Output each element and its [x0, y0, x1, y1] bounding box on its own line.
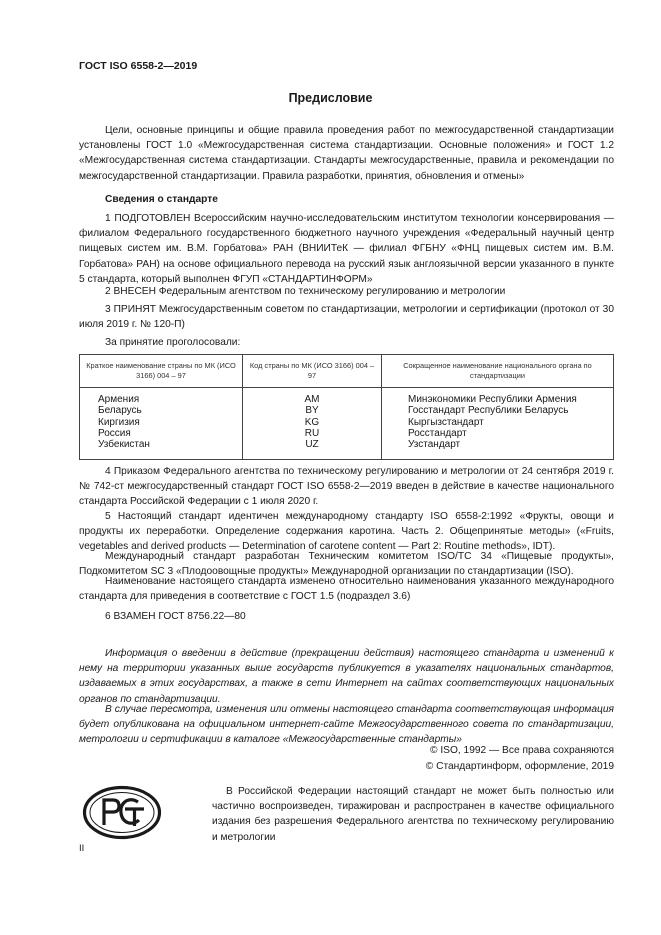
- code-cell: BY: [305, 405, 319, 417]
- rst-certification-logo: [82, 785, 162, 840]
- document-code-header: ГОСТ ISO 6558-2—2019: [79, 60, 198, 72]
- code-cell: KG: [304, 416, 320, 428]
- code-column: [243, 388, 382, 460]
- standartinform-copyright: © Стандартинформ, оформление, 2019: [425, 761, 614, 772]
- standard-info-heading: Сведения о стандарте: [105, 194, 218, 205]
- country-cell: Узбекистан: [98, 439, 150, 451]
- code-cell: RU: [304, 427, 320, 439]
- iso-copyright: © ISO, 1992 — Все права сохраняются: [430, 745, 614, 756]
- item-5-text: 5 Настоящий стандарт идентичен международному стандарту ISO 6558-2:1992 «Фрукты, овощи и продукты их переработки. Определение содержания каротина. Часть 2. Общепринятые методы» («Fruits, vegetables and derived products — Determination of carotene content — Part 2: Routine methods», IDT).: [79, 511, 614, 553]
- item-2-paragraph: [79, 284, 614, 299]
- item-2-text: 2 ВНЕСЕН Федеральным агентством по техническому регулированию и метрологии: [105, 286, 506, 297]
- info-paragraph-2: [79, 702, 614, 748]
- reproduction-notice: [212, 784, 614, 845]
- country-cell: Киргизия: [98, 416, 140, 428]
- country-cell: Россия: [98, 427, 131, 439]
- item-4-text: 4 Приказом Федерального агентства по техническому регулированию и метрологии от 24 сентября 2019 г. № 742-ст межгосударственный стандарт ГОСТ ISO 6558-2—2019 введен в действие в качестве национального стандарта Российской Федерации с 1 июля 2020 г.: [79, 466, 614, 508]
- page-number: II: [79, 843, 85, 854]
- header-country-name: Краткое наименование страны по МК (ИСО 3166) 004 – 97: [80, 355, 243, 388]
- code-cell: UZ: [305, 439, 319, 451]
- intro-paragraph: [79, 123, 614, 184]
- item-5-title-change-text: Наименование настоящего стандарта изменено относительно наименования указанного международного стандарта для приведения в соответствие с ГОСТ 1.5 (подраздел 3.6): [79, 576, 614, 603]
- item-4-paragraph: [79, 464, 614, 510]
- table-header-row: [80, 355, 614, 388]
- item-6-paragraph: [79, 609, 614, 624]
- item-3-paragraph: [79, 302, 614, 332]
- voted-text: За принятие проголосовали:: [105, 337, 241, 348]
- body-cell: Госстандарт Республики Беларусь: [408, 405, 569, 417]
- header-country-code: Код страны по МК (ИСО 3166) 004 – 97: [243, 355, 382, 388]
- body-cell: Кыргызстандарт: [408, 416, 484, 428]
- item-6-text: 6 ВЗАМЕН ГОСТ 8756.22—80: [105, 611, 246, 622]
- country-cell: Армения: [98, 394, 140, 405]
- info-paragraph-1: [79, 646, 614, 707]
- header-national-body: Сокращенное наименование национального органа по стандартизации: [382, 355, 614, 388]
- item-5-title-change-paragraph: [79, 574, 614, 604]
- item-5-paragraph: [79, 509, 614, 555]
- info-text-2: В случае пересмотра, изменения или отмены настоящего стандарта соответствующая информация будет опубликована на официальном интернет-сайте Межгосударственного совета по стандартизации, метрологии и сертификации в каталоге «Межгосударственные стандарты»: [79, 704, 614, 746]
- country-column: [80, 388, 243, 460]
- body-cell: Росстандарт: [408, 427, 467, 439]
- info-text-1: Информация о введении в действие (прекращении действия) настоящего стандарта и изменений к нему на территории указанных выше государств публикуется в указателях национальных стандартов, издаваемых в этих государствах, а также в сети Интернет на сайтах соответствующих национальных органов по стандартизации.: [79, 648, 614, 705]
- voted-paragraph: [79, 335, 614, 350]
- body-cell: Узстандарт: [408, 439, 461, 451]
- item-5-committee-text: Международный стандарт разработан Техническим комитетом ISO/TC 34 «Пищевые продукты», Подкомитетом SC 3 «Плодоовощные продукты» Международной организации по стандартизации (ISO).: [79, 551, 614, 578]
- item-1-paragraph: [79, 211, 614, 287]
- body-column: [382, 388, 614, 460]
- table-row: [80, 388, 614, 460]
- voting-countries-table: [79, 354, 614, 460]
- page-title: Предисловие: [288, 91, 373, 105]
- item-1-text: 1 ПОДГОТОВЛЕН Всероссийским научно-исследовательским институтом технологии консервирования — филиалом Федерального государственного бюджетного научного учреждения «Федеральный научный центр пищевых систем им. В.М. Горбатова» РАН (ВНИИТеК — филиал ФГБНУ «ФНЦ пищевых систем им. В.М. Горбатова» РАН) на основе официального перевода на русский язык англоязычной версии указанного в пункте 5 стандарта, который выполнен ФГУП «СТАНДАРТИНФОРМ»: [79, 213, 614, 285]
- reproduction-notice-text: В Российской Федерации настоящий стандарт не может быть полностью или частично воспроизведен, тиражирован и распространен в качестве официального издания без разрешения Федерального агентства по техническому регулированию и метрологии: [212, 786, 614, 843]
- body-cell: Минэкономики Республики Армения: [408, 394, 577, 405]
- item-3-text: 3 ПРИНЯТ Межгосударственным советом по стандартизации, метрологии и сертификации (протокол от 30 июля 2019 г. № 120-П): [79, 304, 614, 331]
- intro-text: Цели, основные принципы и общие правила проведения работ по межгосударственной стандартизации установлены ГОСТ 1.0 «Межгосударственная система стандартизации. Основные положения» и ГОСТ 1.2 «Межгосударственная система стандартизации. Стандарты межгосударственные, правила и рекомендации по межгосударственной стандартизации. Правила разработки, принятия, обновления и отмены»: [79, 125, 614, 182]
- code-cell: AM: [304, 394, 320, 405]
- country-cell: Беларусь: [98, 405, 142, 417]
